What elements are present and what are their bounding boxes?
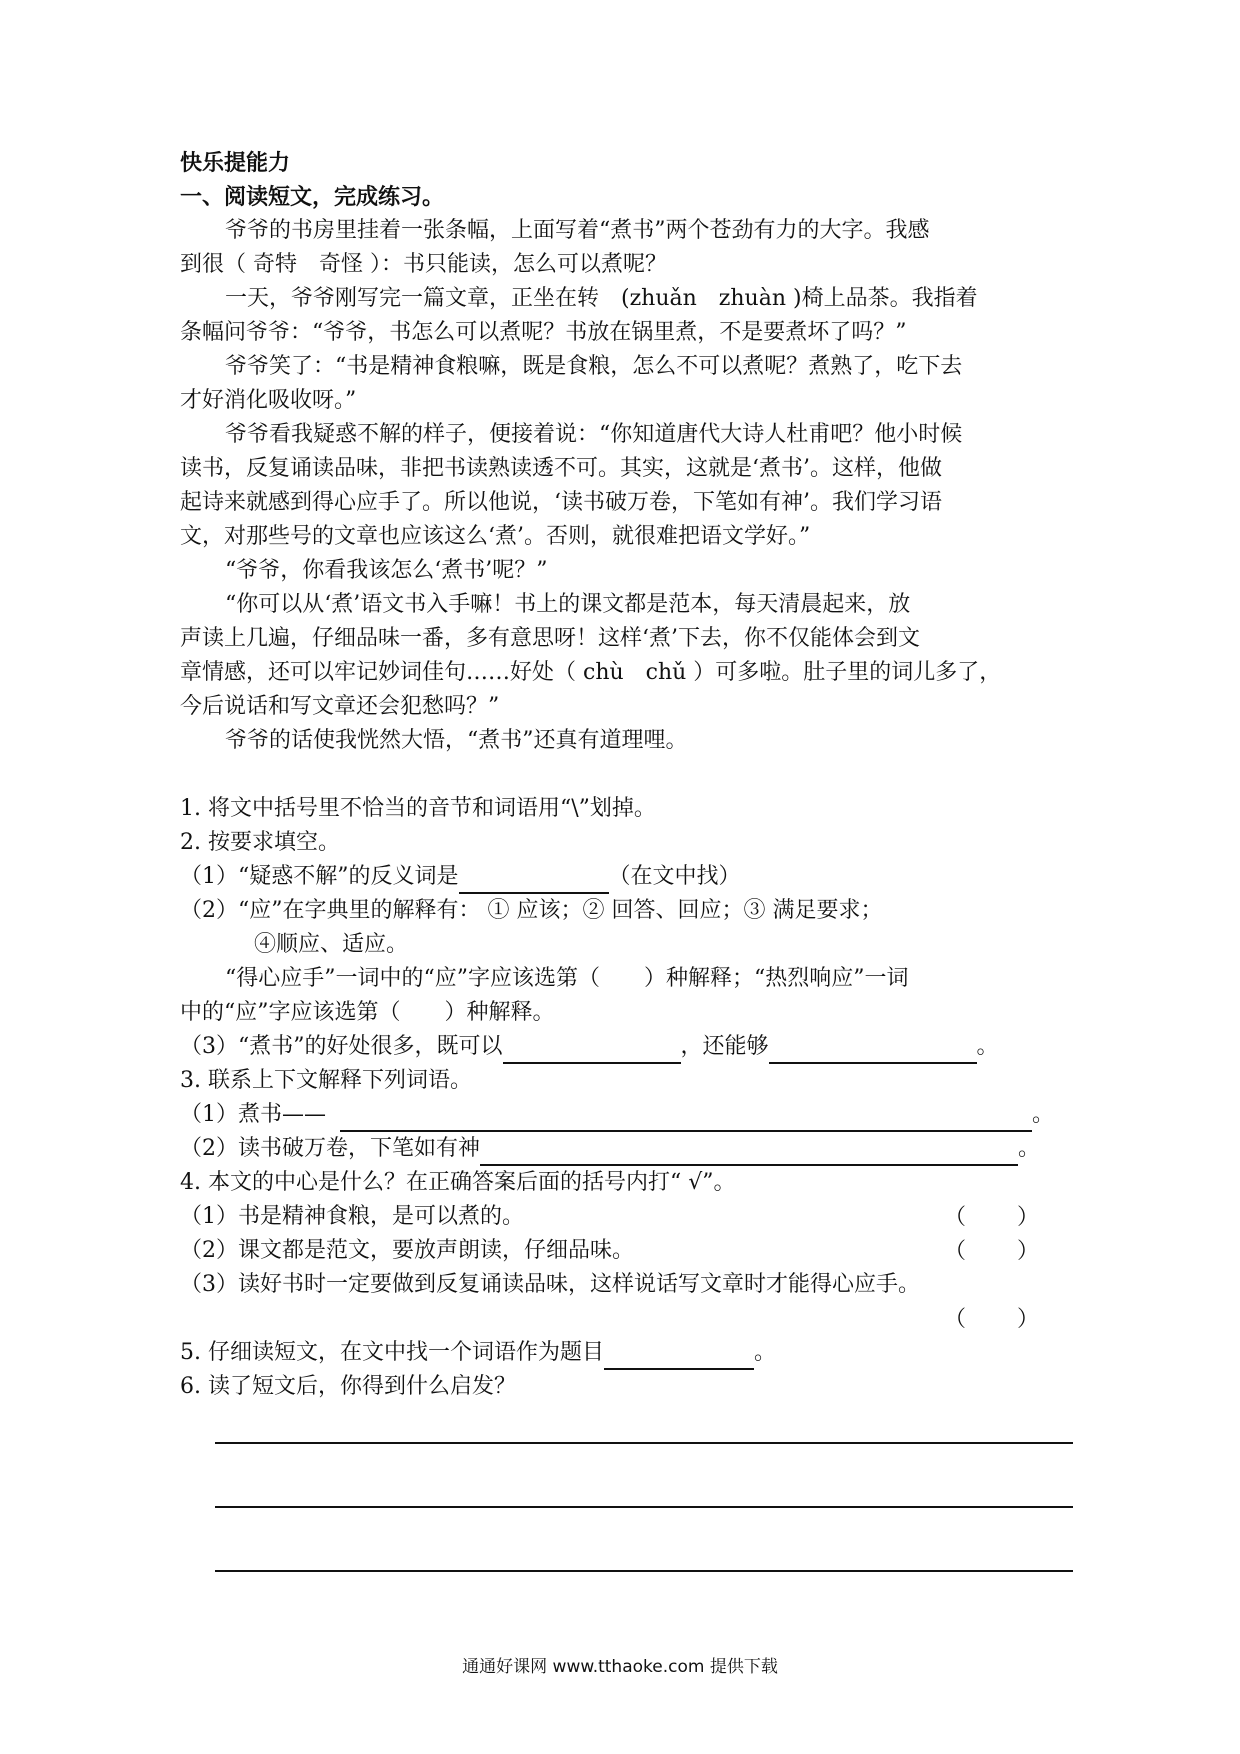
question-3-2 bbox=[180, 1132, 1070, 1166]
question-4-option-3: （3）读好书时一定要做到反复诵读品味，这样说话写文章时才能得心应手。 bbox=[180, 1272, 920, 1297]
passage-line: 今后说话和写文章还会犯愁吗？” bbox=[180, 694, 500, 719]
question-text: （1）煮书—— bbox=[180, 1102, 326, 1127]
question-2-2: （2）“应”在字典里的解释有： ① 应该；② 回答、回应；③ 满足要求； bbox=[180, 898, 883, 923]
passage-line: 爷爷笑了：“书是精神食粮嘛，既是食粮，怎么不可以煮呢？煮熟了，吃下去 bbox=[225, 354, 963, 379]
question-text: ，还能够 bbox=[680, 1034, 769, 1059]
question-6: 6. 读了短文后，你得到什么启发？ bbox=[180, 1374, 516, 1399]
answer-blank[interactable] bbox=[503, 1034, 681, 1064]
writing-line[interactable] bbox=[215, 1506, 1073, 1508]
footer-credit: 通通好课网 www.tthaoke.com 提供下载 bbox=[462, 1657, 778, 1677]
question-text: （3）“煮书”的好处很多，既可以 bbox=[180, 1034, 503, 1059]
question-2: 2. 按要求填空。 bbox=[180, 830, 340, 855]
question-text: 5. 仔细读短文，在文中找一个词语作为题目 bbox=[180, 1340, 604, 1365]
answer-paren[interactable]: （ ） bbox=[944, 1205, 1039, 1230]
question-4-option-1: （1）书是精神食粮，是可以煮的。 bbox=[180, 1204, 524, 1229]
question-text: 。 bbox=[976, 1034, 999, 1059]
passage-line: 爷爷的话使我恍然大悟，“煮书”还真有道理哩。 bbox=[225, 728, 688, 753]
question-2-1 bbox=[180, 860, 1070, 894]
writing-line[interactable] bbox=[215, 1570, 1073, 1572]
question-4-option-2: （2）课文都是范文，要放声朗读，仔细品味。 bbox=[180, 1238, 634, 1263]
question-text: （2）读书破万卷，下笔如有神 bbox=[180, 1136, 480, 1161]
answer-blank[interactable] bbox=[769, 1034, 977, 1064]
passage-line: 条幅问爷爷：“爷爷，书怎么可以煮呢？书放在锅里煮，不是要煮坏了吗？” bbox=[180, 320, 907, 345]
passage-line: 读书，反复诵读品味，非把书读熟读透不可。其实，这就是‘煮书’。这样，他做 bbox=[180, 456, 942, 481]
question-5 bbox=[180, 1336, 1070, 1370]
question-text: 。 bbox=[754, 1340, 777, 1365]
passage-line: 章情感，还可以牢记妙词佳句……好处（ chù chǔ ）可多啦。肚子里的词儿多了， bbox=[180, 660, 1002, 685]
question-3-1 bbox=[180, 1098, 1070, 1132]
question-text: （1）“疑惑不解”的反义词是 bbox=[180, 864, 459, 889]
answer-paren[interactable]: （ ） bbox=[944, 1307, 1039, 1332]
answer-paren[interactable]: （ ） bbox=[944, 1239, 1039, 1264]
passage-line: 文，对那些号的文章也应该这么‘煮’。否则，就很难把语文学好。” bbox=[180, 524, 811, 549]
question-text: （在文中找） bbox=[608, 864, 741, 889]
writing-line[interactable] bbox=[215, 1442, 1073, 1444]
passage-line: “你可以从‘煮’语文书入手嘛！书上的课文都是范本，每天清晨起来，放 bbox=[225, 592, 911, 617]
passage-line: 才好消化吸收呀。” bbox=[180, 388, 357, 413]
passage-line: 爷爷的书房里挂着一张条幅，上面写着“煮书”两个苍劲有力的大字。我感 bbox=[225, 218, 930, 243]
question-2-2-cont: 中的“应”字应该选第（ ）种解释。 bbox=[180, 1000, 555, 1025]
question-text: 。 bbox=[1018, 1136, 1041, 1161]
page-heading: 快乐提能力 bbox=[180, 150, 291, 176]
answer-blank[interactable] bbox=[480, 1136, 1018, 1166]
passage-line: 起诗来就感到得心应手了。所以他说，‘读书破万卷，下笔如有神’。我们学习语 bbox=[180, 490, 942, 515]
passage-line: 到很（ 奇特 奇怪 ）：书只能读，怎么可以煮呢？ bbox=[180, 252, 667, 277]
question-2-2-cont: “得心应手”一词中的“应”字应该选第（ ）种解释；“热烈响应”一词 bbox=[225, 966, 909, 991]
passage-line: “爷爷，你看我该怎么‘煮书’呢？” bbox=[225, 558, 548, 583]
question-2-3 bbox=[180, 1030, 1070, 1064]
passage-line: 爷爷看我疑惑不解的样子，便接着说：“你知道唐代大诗人杜甫吧？他小时候 bbox=[225, 422, 963, 447]
question-text: 。 bbox=[1032, 1102, 1055, 1127]
question-1: 1. 将文中括号里不恰当的音节和词语用“\”划掉。 bbox=[180, 796, 656, 821]
section-title: 一、阅读短文，完成练习。 bbox=[180, 184, 445, 210]
question-2-2-cont: ④顺应、适应。 bbox=[254, 932, 409, 957]
passage-line: 声读上几遍，仔细品味一番，多有意思呀！这样‘煮’下去，你不仅能体会到文 bbox=[180, 626, 920, 651]
question-3: 3. 联系上下文解释下列词语。 bbox=[180, 1068, 472, 1093]
answer-blank[interactable] bbox=[459, 864, 609, 894]
question-4: 4. 本文的中心是什么？在正确答案后面的括号内打“ √”。 bbox=[180, 1170, 736, 1195]
passage-line: 一天，爷爷刚写完一篇文章，正坐在转 (zhuǎn zhuàn )椅上品茶。我指着 bbox=[225, 286, 978, 311]
answer-blank[interactable] bbox=[340, 1102, 1032, 1132]
answer-blank[interactable] bbox=[604, 1340, 754, 1370]
